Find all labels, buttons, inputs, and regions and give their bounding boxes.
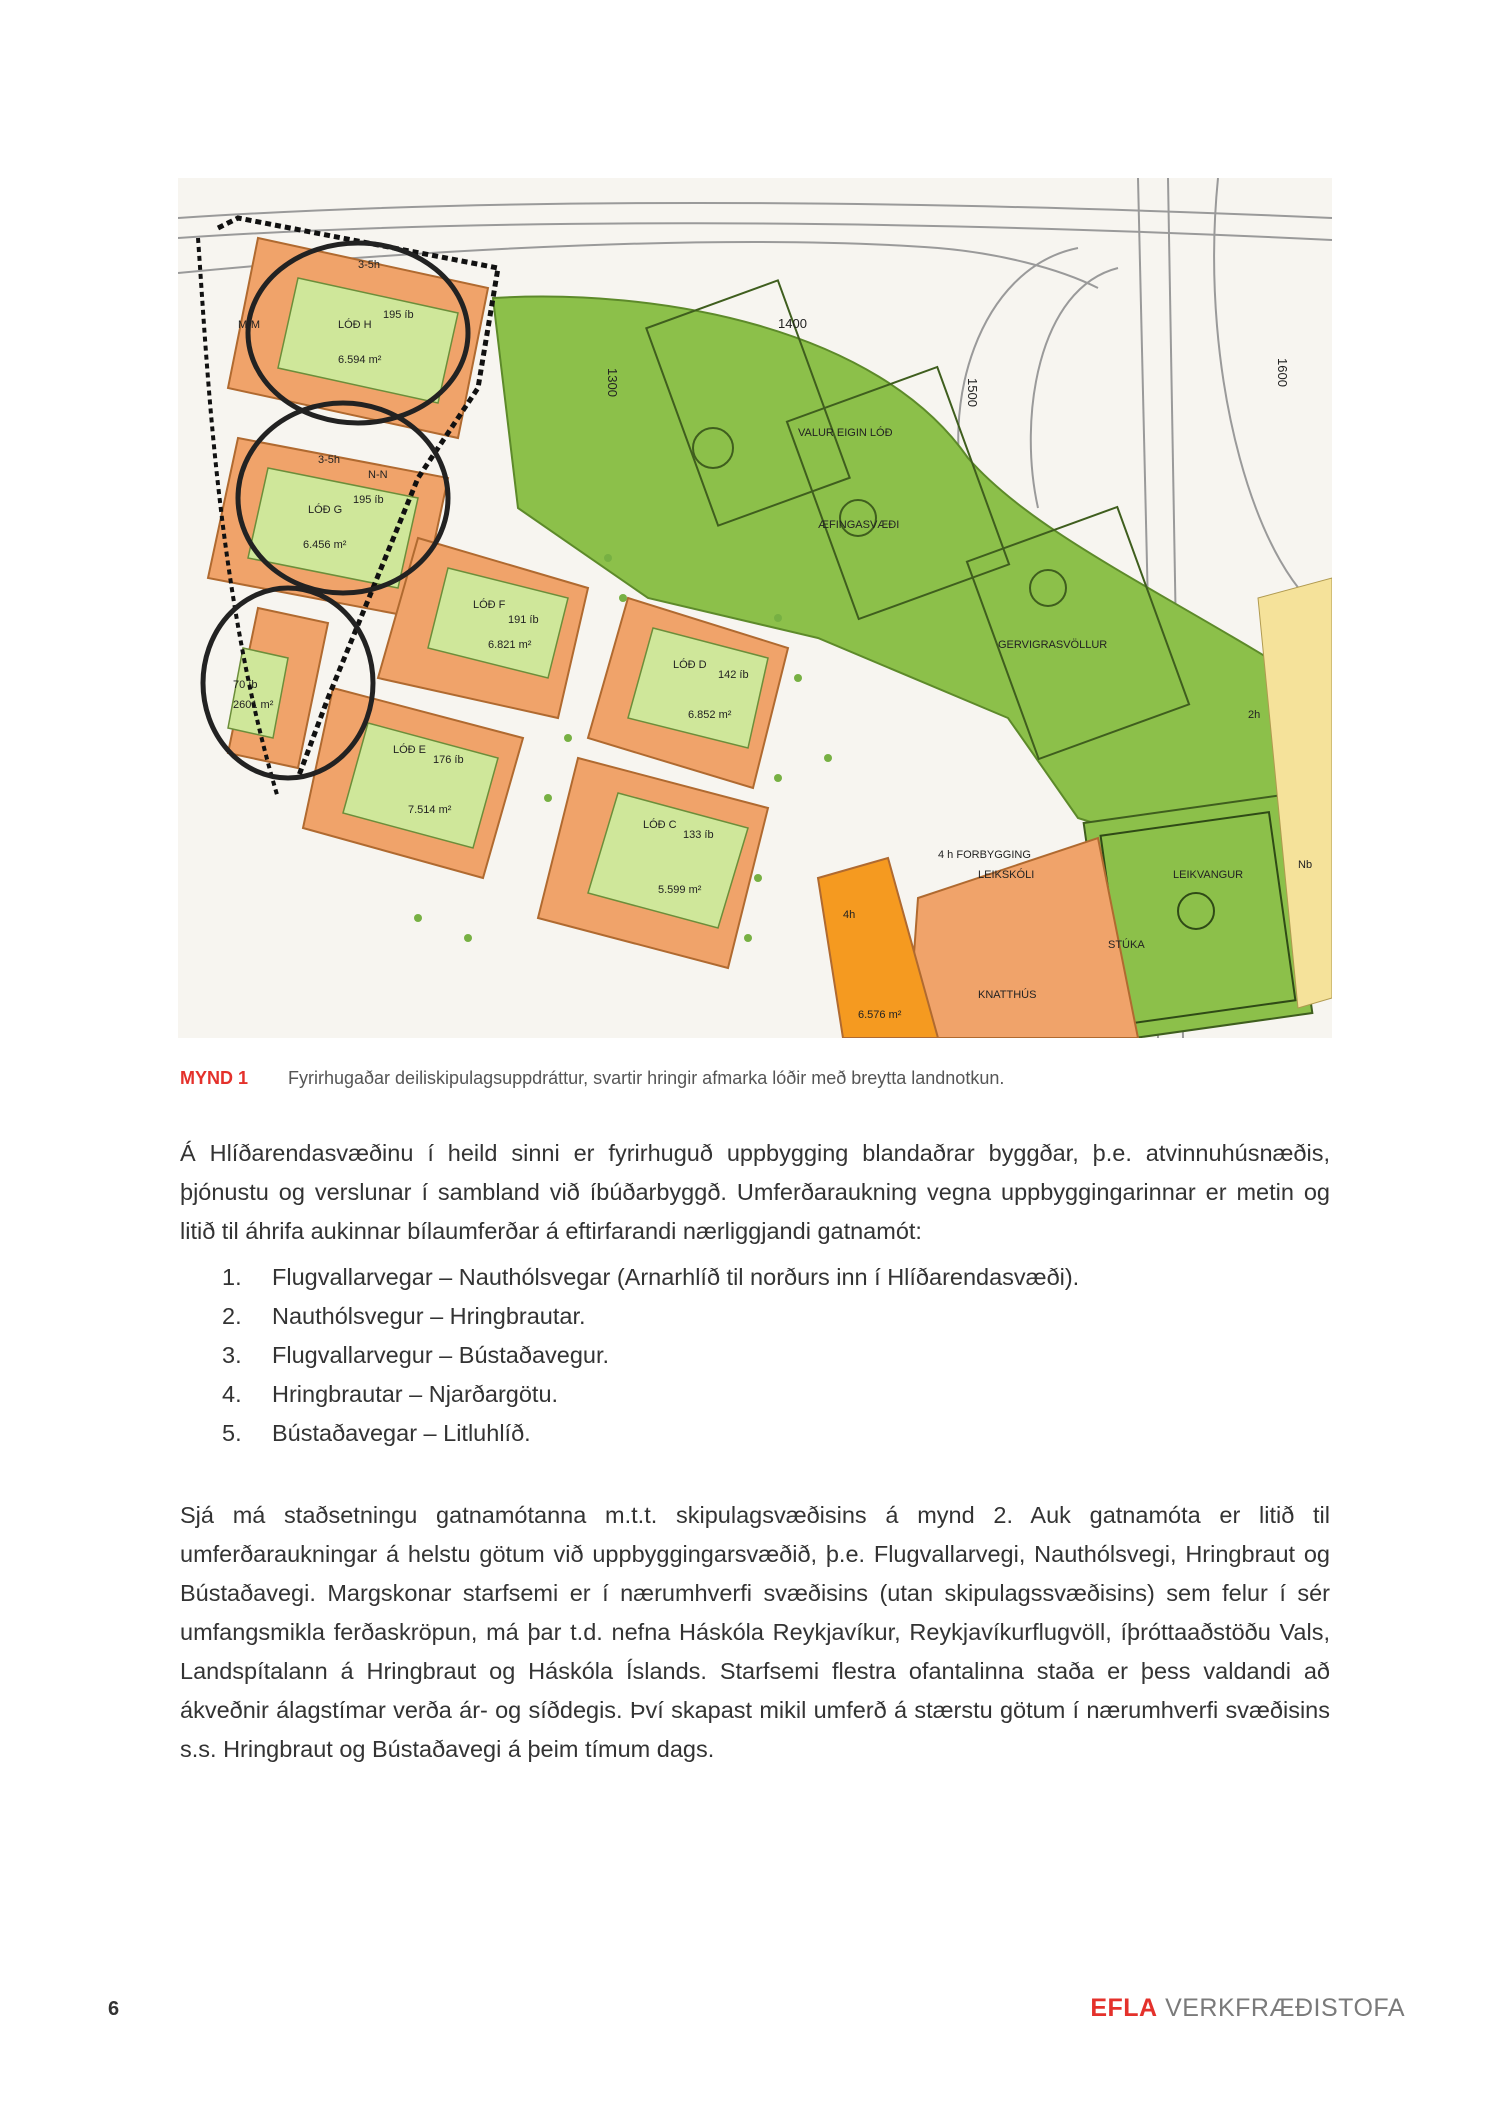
plot-c-units: 133 íb (683, 829, 714, 841)
list-item-number: 1. (222, 1264, 242, 1290)
page-number: 6 (108, 1998, 120, 2020)
footer-logo (1090, 1994, 1405, 2023)
plot-small-units: 70 íb (233, 679, 258, 691)
plot-f-units: 191 íb (508, 614, 539, 626)
paragraph-traffic: Sjá má staðsetningu gatnamótanna m.t.t. skipulagsvæðisins á mynd 2. Auk gatnamóta er litið til umferðaraukningar á helstu götum við uppbyggingarsvæðið, þ.e. Flugvallarvegi, Nauthólsvegi, Hringbraut og Bústaðavegi. Margskonar starfsemi er í nærumhverfi svæðisins (utan skipulagssvæðisins) sem felur í sér umfangsmikla ferðaskröpun, má þar t.d. nefna Háskóla Reykjavíkur, Reykjavíkurflugvöll, íþróttaaðstöðu Vals, Landspítalann á Hringbraut og Háskóla Íslands. Starfsemi flestra ofantalinna staða er þess valdandi að ákveðnir álagstímar verða ár- og síðdegis. Því skapast mikil umferð á stærstu götum í nærumhverfi svæðisins s.s. Hringbraut og Bústaðavegi á þeim tímum dags. (180, 1501, 1330, 1762)
label-nn: N-N (368, 469, 388, 481)
list-item (222, 1336, 1322, 1375)
plot-c-name: LÓÐ C (643, 819, 677, 831)
figure-caption-text: Fyrirhugaðar deiliskipulagsuppdráttur, svartir hringir afmarka lóðir með breytta landnotkun. (288, 1068, 1005, 1088)
plot-g-units: 195 íb (353, 494, 384, 506)
plot-h-units: 195 íb (383, 309, 414, 321)
plot-f-area: 6.821 m² (488, 639, 532, 651)
field-label-gervi: GERVIGRASVÖLLUR (998, 639, 1108, 651)
road-label-1300: 1300 (605, 368, 620, 397)
list-item-number: 2. (222, 1303, 242, 1329)
plot-e-name: LÓÐ E (393, 744, 427, 756)
plot-d-units: 142 íb (718, 669, 749, 681)
site-plan-figure (178, 178, 1332, 1038)
field-label-valur: VALUR EIGIN LÓÐ (798, 427, 893, 439)
label-4h: 4h (843, 909, 856, 921)
label-nb: Nb (1298, 859, 1313, 871)
plot-e-units: 176 íb (433, 754, 464, 766)
label-knatthus: KNATTHÚS (978, 989, 1037, 1001)
figure-caption (180, 1068, 1330, 1089)
brand-subtitle: VERKFRÆÐISTOFA (1165, 1994, 1405, 2022)
list-item-text: Bústaðavegar – Litluhlíð. (272, 1420, 531, 1446)
list-item-text: Hringbrautar – Njarðargötu. (272, 1381, 559, 1407)
field-label-leikvangur: LEIKVANGUR (1173, 869, 1244, 881)
list-item (222, 1297, 1322, 1336)
paragraph-intro: Á Hlíðarendasvæðinu í heild sinni er fyrirhuguð uppbygging blandaðrar byggðar, þ.e. atvinnuhúsnæðis, þjónustu og verslunar í sambland við íbúðarbyggð. Umferðaraukning vegna uppbyggingarinnar er metin og litið til áhrifa aukinnar bílaumferðar á eftirfarandi nærliggjandi gatnamót: (180, 1139, 1330, 1244)
list-item-text: Nauthólsvegur – Hringbrautar. (272, 1303, 586, 1329)
list-item-number: 5. (222, 1420, 242, 1446)
label-stuka: STÚKA (1108, 939, 1145, 951)
plot-g-name: LÓÐ G (308, 504, 343, 516)
label-leikskoli: LEIKSKÓLI (978, 869, 1035, 881)
plot-g-area: 6.456 m² (303, 539, 347, 551)
plot-f-name: LÓÐ F (473, 599, 506, 611)
plot-g-height: 3-5h (318, 454, 341, 466)
plot-small-area: 2601 m² (233, 699, 274, 711)
list-item-text: Flugvallarvegur – Bústaðavegur. (272, 1342, 610, 1368)
label-forbygging: 4 h FORBYGGING (938, 849, 1031, 861)
figure-label: MYND 1 (180, 1068, 249, 1088)
label-mm: M-M (238, 319, 260, 331)
plot-h-area: 6.594 m² (338, 354, 382, 366)
plot-h-height: 3-5h (358, 259, 381, 271)
list-item (222, 1258, 1322, 1297)
road-label-1500: 1500 (965, 378, 980, 407)
plot-e-area: 7.514 m² (408, 804, 452, 816)
list-item-text: Flugvallarvegar – Nauthólsvegar (Arnarhlíð til norðurs inn í Hlíðarendasvæði). (272, 1264, 1080, 1290)
intersection-list (222, 1258, 1322, 1453)
plot-d-area: 6.852 m² (688, 709, 732, 721)
road-label-1400: 1400 (778, 316, 807, 331)
list-item (222, 1375, 1322, 1414)
field-label-aefing: ÆFINGASVÆÐI (818, 519, 900, 531)
plot-c-area: 5.599 m² (658, 884, 702, 896)
list-item (222, 1414, 1322, 1453)
list-item-number: 4. (222, 1381, 242, 1407)
road-label-1600: 1600 (1275, 358, 1290, 387)
label-2h: 2h (1248, 709, 1261, 721)
brand-name: EFLA (1090, 1994, 1158, 2022)
label-bottom-area: 6.576 m² (858, 1009, 902, 1021)
plot-h-name: LÓÐ H (338, 319, 372, 331)
plot-d-name: LÓÐ D (673, 659, 707, 671)
list-item-number: 3. (222, 1342, 242, 1368)
